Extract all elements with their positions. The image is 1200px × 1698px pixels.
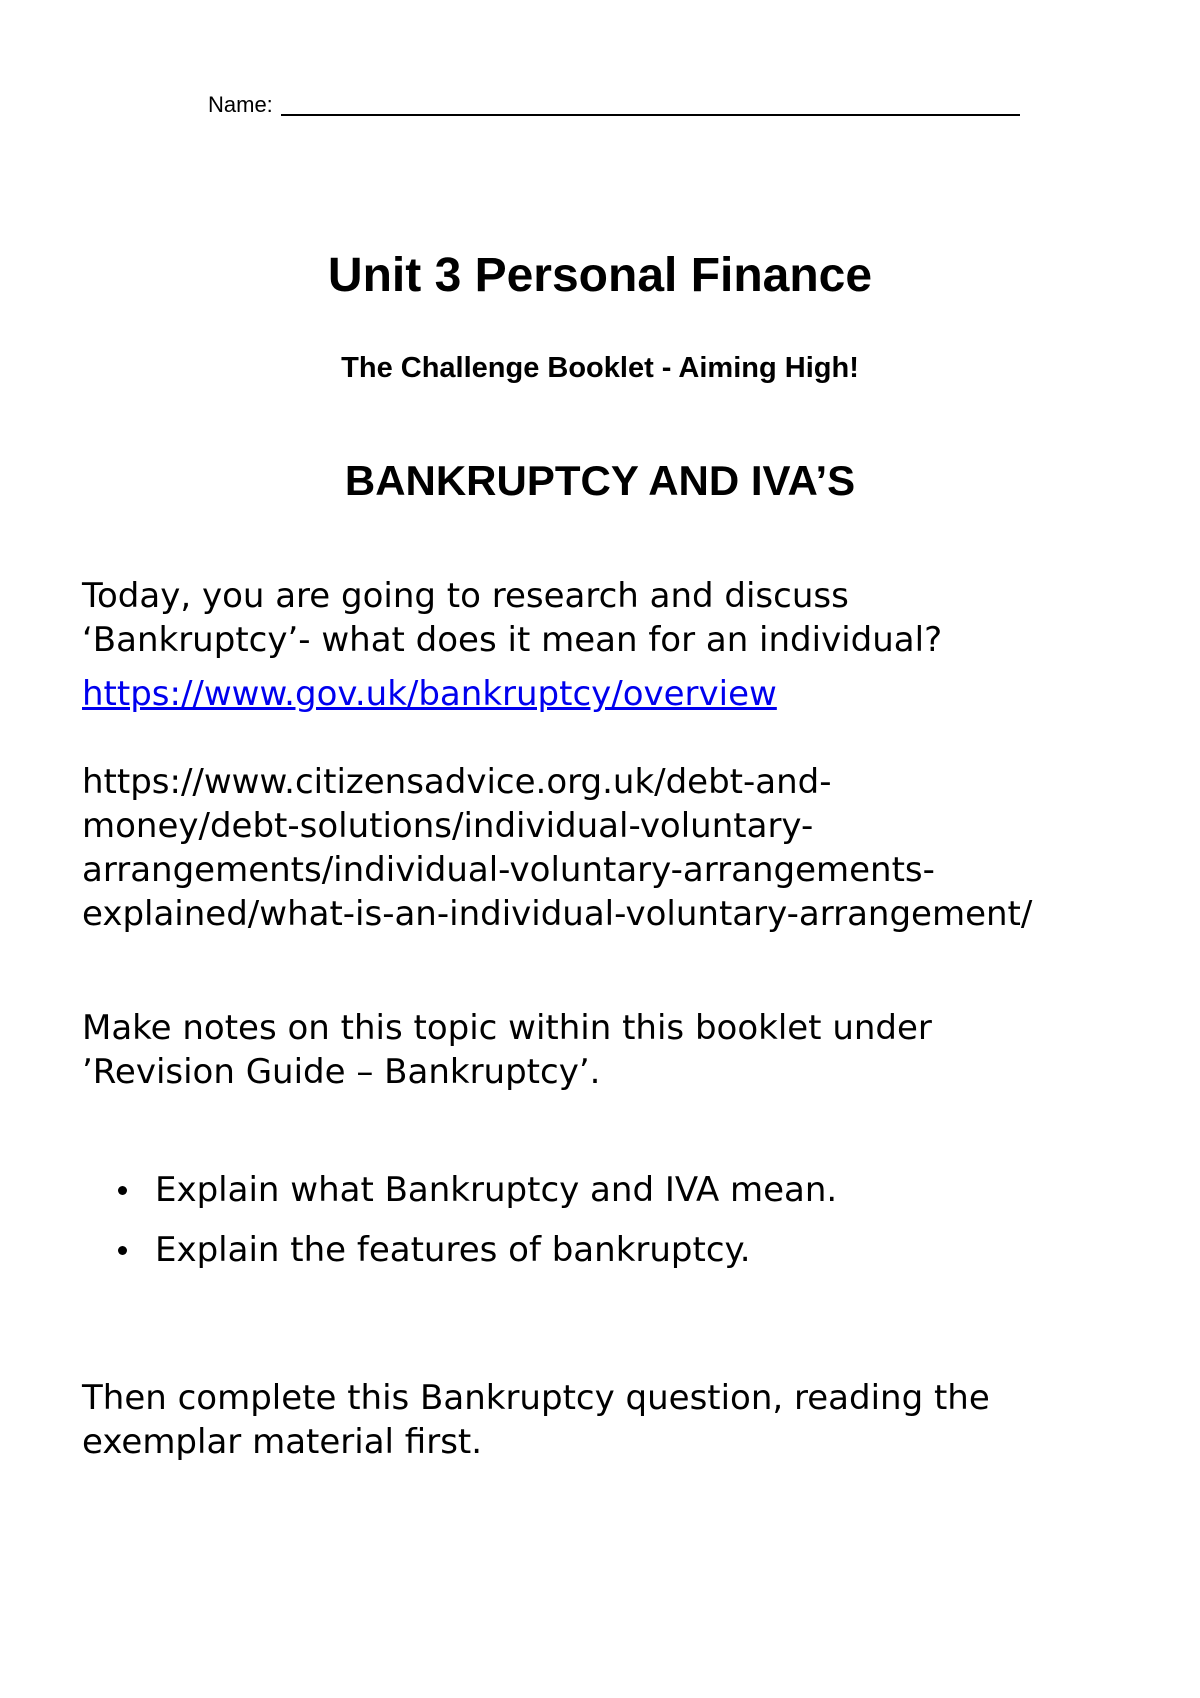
task-text: Explain the features of bankruptcy.: [155, 1230, 751, 1270]
name-blank-line[interactable]: [281, 92, 1020, 116]
intro-line-2: ‘Bankruptcy’- what does it mean for an individual?: [82, 620, 943, 660]
bullet-icon: [118, 1246, 127, 1255]
closing-line-2: exemplar material first.: [82, 1422, 483, 1462]
task-list: [110, 1168, 837, 1288]
task-text: Explain what Bankruptcy and IVA mean.: [155, 1170, 838, 1210]
notes-line-2: ’Revision Guide – Bankruptcy’.: [82, 1052, 601, 1092]
task-item: [110, 1168, 837, 1212]
task-item: [110, 1228, 837, 1272]
citizens-url-line-3: arrangements/individual-voluntary-arrangements-: [82, 850, 935, 890]
intro-line-1: Today, you are going to research and discuss: [82, 576, 849, 616]
citizens-url-line-1: https://www.citizensadvice.org.uk/debt-and-: [82, 762, 832, 802]
name-label: Name:: [208, 92, 273, 117]
bullet-icon: [118, 1186, 127, 1195]
closing-line-1: Then complete this Bankruptcy question, reading the: [82, 1378, 990, 1418]
intro-paragraph: [82, 574, 1142, 662]
citizens-url-line-4: explained/what-is-an-individual-voluntary-arrangement/: [82, 894, 1033, 934]
gov-bankruptcy-link[interactable]: https://www.gov.uk/bankruptcy/overview: [82, 674, 777, 714]
page-title: Unit 3 Personal Finance: [327, 249, 873, 302]
name-field: [208, 92, 1020, 118]
topic-heading: BANKRUPTCY AND IVA’S: [344, 457, 856, 504]
citizens-advice-url: [82, 760, 1142, 936]
page-subtitle: The Challenge Booklet - Aiming High!: [341, 352, 859, 384]
closing-paragraph: [82, 1376, 1142, 1464]
citizens-url-line-2: money/debt-solutions/individual-voluntary-: [82, 806, 814, 846]
notes-paragraph: [82, 1006, 1142, 1094]
notes-line-1: Make notes on this topic within this booklet under: [82, 1008, 932, 1048]
